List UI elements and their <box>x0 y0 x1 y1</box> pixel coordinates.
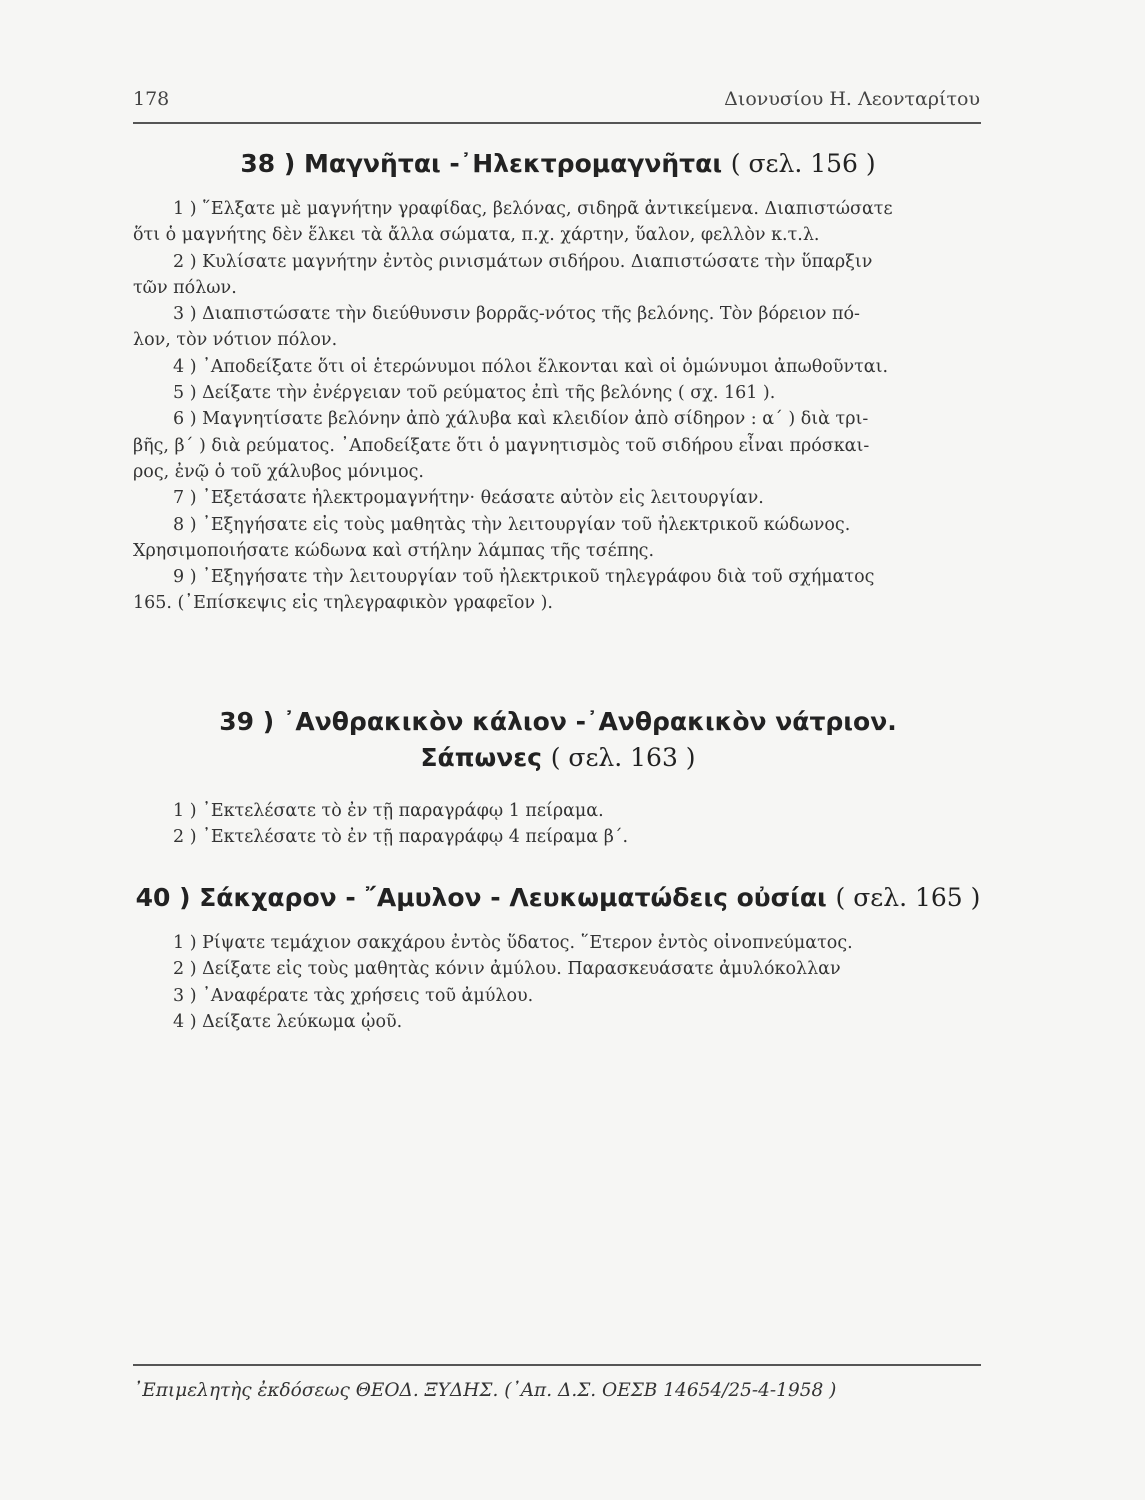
s40-line: 1 ) Ρίψατε τεμάχιον σακχάρου ἐντὸς ὕδατος. ῞Ετερον ἐντὸς οἰνοπνεύματος. <box>173 933 853 953</box>
section-39-heading-line2 <box>133 740 983 776</box>
section-40-body <box>133 930 983 1035</box>
s38-line: 165. (᾿Επίσκεψις εἰς τηλεγραφικὸν γραφεῖον ). <box>133 593 553 614</box>
s38-line: 4 ) ᾿Αποδείξατε ὅτι οἱ ἑτερώνυμοι πόλοι ἕλκονται καὶ οἱ ὁμώνυμοι ἀπωθοῦνται. <box>173 356 889 377</box>
s38-line: 7 ) ᾿Εξετάσατε ἠλεκτρομαγνήτην· θεάσατε αὐτὸν εἰς λειτουργίαν. <box>173 488 764 509</box>
running-header <box>133 84 980 114</box>
s38-line: βῆς, β΄ ) διὰ ρεύματος. ᾿Αποδείξατε ὅτι ὁ μαγνητισμὸς τοῦ σιδήρου εἶναι πρόσκαι- <box>133 435 870 456</box>
s39-line: 1 ) ᾿Εκτελέσατε τὸ ἐν τῇ παραγράφῳ 1 πείραμα. <box>173 801 604 821</box>
s38-line: 6 ) Μαγνητίσατε βελόνην ἀπὸ χάλυβα καὶ κλειδίον ἀπὸ σίδηρον : α΄ ) διὰ τρι- <box>173 409 869 430</box>
section-38 <box>133 146 983 617</box>
s38-line: Χρησιμοποιήσατε κώδωνα καὶ στήλην λάμπας τῆς τσέπης. <box>133 540 655 561</box>
section-39-ref: ( σελ. 163 ) <box>550 743 696 772</box>
section-39-heading-line1: 39 ) ᾿Ανθρακικὸν κάλιον -᾿Ανθρακικὸν νάτριον. <box>219 707 897 736</box>
s38-line: ὅτι ὁ μαγνήτης δὲν ἕλκει τὰ ἄλλα σώματα, π.χ. χάρτην, ὕαλον, φελλὸν κ.τ.λ. <box>133 225 820 246</box>
footer-imprint: ᾿Επιμελητὴς ἐκδόσεως ΘΕΟΔ. ΞΥΔΗΣ. (᾿Απ. Δ.Σ. ΟΕΣΒ 14654/25-4-1958 ) <box>133 1380 837 1401</box>
s38-line: 3 ) Διαπιστώσατε τὴν διεύθυνσιν βορρᾶς-νότος τῆς βελόνης. Τὸν βόρειον πό- <box>173 304 860 325</box>
header-rule <box>133 122 981 124</box>
section-40-heading <box>133 880 983 916</box>
page-number: 178 <box>133 88 170 110</box>
section-40-title: 40 ) Σάκχαρον - ῎Αμυλον - Λευκωματώδεις οὐσίαι <box>135 883 827 912</box>
s38-line: ρος, ἐνῷ ὁ τοῦ χάλυβος μόνιμος. <box>133 461 424 482</box>
s38-line: τῶν πόλων. <box>133 277 237 298</box>
section-40-ref: ( σελ. 165 ) <box>835 883 981 912</box>
s38-line: λον, τὸν νότιον πόλον. <box>133 330 338 351</box>
s38-line: 2 ) Κυλίσατε μαγνήτην ἐντὸς ρινισμάτων σιδήρου. Διαπιστώσατε τὴν ὕπαρξιν <box>173 251 873 272</box>
footer-rule <box>133 1364 981 1366</box>
s40-line: 3 ) ᾿Αναφέρατε τὰς χρήσεις τοῦ ἀμύλου. <box>173 985 534 1006</box>
section-39 <box>133 704 983 851</box>
s38-line: 8 ) ᾿Εξηγήσατε εἰς τοὺς μαθητὰς τὴν λειτουργίαν τοῦ ἠλεκτρικοῦ κώδωνος. <box>173 514 851 535</box>
s38-line: 9 ) ᾿Εξηγήσατε τὴν λειτουργίαν τοῦ ἠλεκτρικοῦ τηλεγράφου διὰ τοῦ σχήματος <box>173 567 875 588</box>
section-38-title: 38 ) Μαγνῆται -᾿Ηλεκτρομαγνῆται <box>240 149 723 178</box>
section-40 <box>133 880 983 1035</box>
running-title: Διονυσίου Η. Λεονταρίτου <box>724 88 980 110</box>
section-39-title-line2: Σάπωνες <box>420 743 542 772</box>
section-39-body <box>133 798 983 851</box>
s39-line: 2 ) ᾿Εκτελέσατε τὸ ἐν τῇ παραγράφῳ 4 πείραμα β΄. <box>173 827 629 848</box>
s38-line: 5 ) Δείξατε τὴν ἐνέργειαν τοῦ ρεύματος ἐπὶ τῆς βελόνης ( σχ. 161 ). <box>173 383 776 404</box>
s40-line: 4 ) Δείξατε λεύκωμα ᾠοῦ. <box>173 1011 403 1032</box>
s38-line: 1 ) ῞Ελξατε μὲ μαγνήτην γραφίδας, βελόνας, σιδηρᾶ ἀντικείμενα. Διαπιστώσατε <box>173 199 893 219</box>
section-38-body <box>133 196 983 617</box>
section-38-ref: ( σελ. 156 ) <box>730 149 876 178</box>
s40-line: 2 ) Δείξατε εἰς τοὺς μαθητὰς κόνιν ἀμύλου. Παρασκευάσατε ἀμυλόκολλαν <box>173 959 841 980</box>
section-38-heading <box>133 146 983 182</box>
